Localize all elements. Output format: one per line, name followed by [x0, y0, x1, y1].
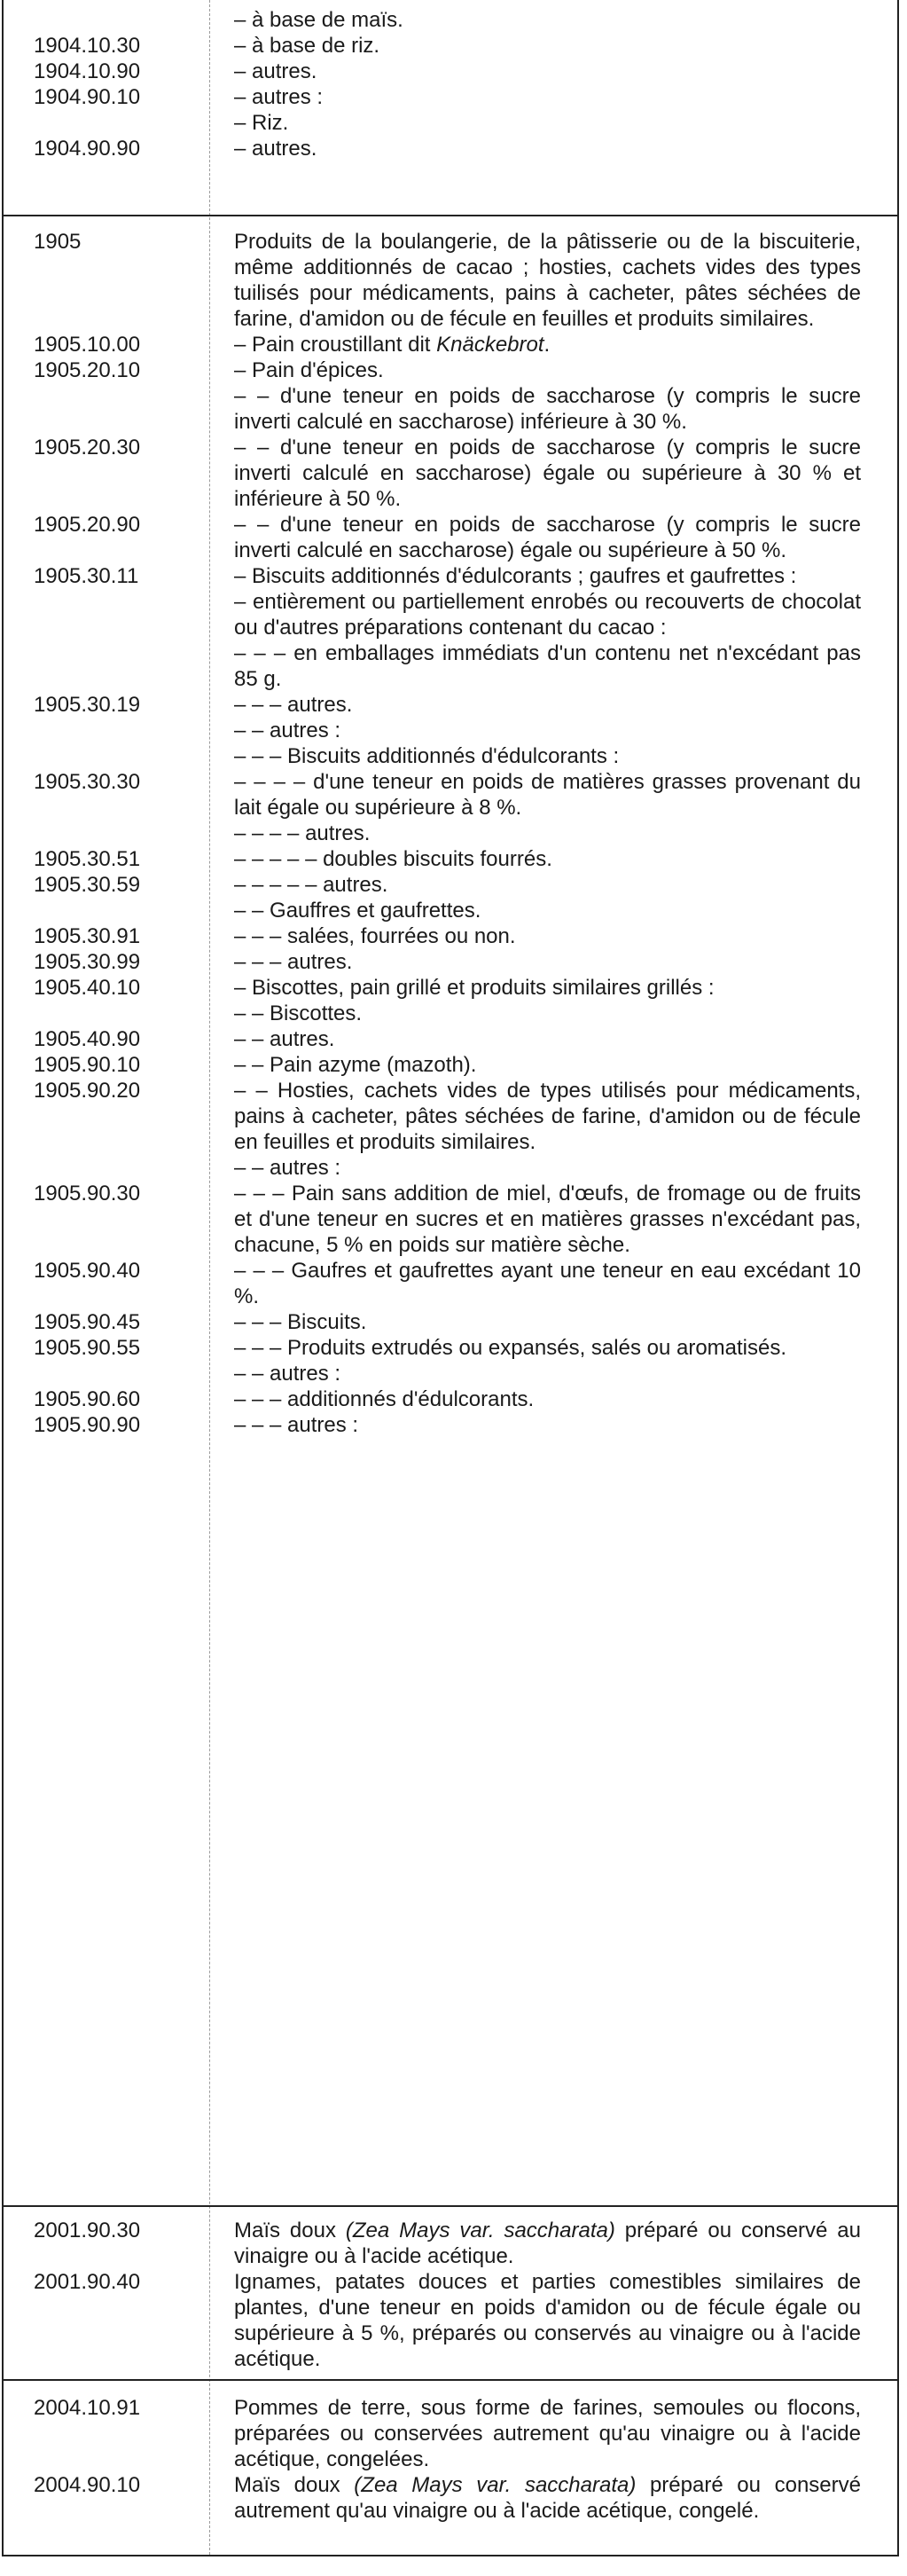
tariff-row — [0, 2395, 907, 2472]
section-divider — [2, 2205, 899, 2207]
tariff-code: 1905.90.40 — [34, 1259, 141, 1283]
tariff-row — [0, 692, 907, 718]
tariff-description: – – d'une teneur en poids de saccharose (y compris le sucre inverti calculé en saccharose) égale ou supérieure à 30 % et inférieure à 50 %. — [234, 436, 861, 511]
tariff-description: – – – – – autres. — [234, 873, 388, 897]
tariff-code: 1905.30.51 — [34, 847, 141, 871]
tariff-row — [0, 872, 907, 898]
tariff-row — [0, 59, 907, 84]
tariff-description: Produits de la boulangerie, de la pâtisserie ou de la biscuiterie, même additionnés de cacao ; hosties, cachets vides des types tuilisés pour médicaments, pains à cacheter, pâtes séchées de farine, d'amidon ou de fécule en feuilles et produits similaires. — [234, 230, 861, 331]
tariff-description: Maïs doux (Zea Mays var. saccharata) préparé ou conservé autrement qu'au vinaigre ou à l'acide acétique, congelé. — [234, 2473, 861, 2523]
tariff-code: 1905.90.45 — [34, 1310, 141, 1334]
tariff-description: – – Gauffres et gaufrettes. — [234, 899, 481, 923]
tariff-description: – – – Biscuits. — [234, 1310, 367, 1334]
tariff-code: 2004.10.91 — [34, 2396, 141, 2420]
tariff-code: 1905.90.30 — [34, 1182, 141, 1206]
tariff-row — [0, 1078, 907, 1155]
tariff-row — [0, 743, 907, 769]
tariff-code: 1905.10.00 — [34, 333, 141, 357]
bottom-border — [2, 2555, 899, 2556]
tariff-row — [0, 923, 907, 949]
tariff-description: – – – autres. — [234, 950, 353, 974]
section-divider — [2, 215, 899, 216]
tariff-code: 1905.20.30 — [34, 436, 141, 459]
tariff-description: – – autres. — [234, 1027, 335, 1051]
tariff-row — [0, 2472, 907, 2524]
tariff-row — [0, 84, 907, 110]
tariff-description: – – – Produits extrudés ou expansés, salés ou aromatisés. — [234, 1336, 787, 1360]
tariff-description: – – d'une teneur en poids de saccharose (y compris le sucre inverti calculé en saccharose) égale ou supérieure à 50 %. — [234, 513, 861, 562]
tariff-code: 2004.90.10 — [34, 2473, 141, 2497]
tariff-code: 1904.90.90 — [34, 137, 141, 161]
tariff-code: 2001.90.40 — [34, 2270, 141, 2294]
tariff-code: 1905.20.90 — [34, 513, 141, 537]
tariff-row — [0, 821, 907, 846]
tariff-row — [0, 2218, 907, 2269]
tariff-description: – – – – d'une teneur en poids de matières grasses provenant du lait égale ou supérieure à 8 %. — [234, 770, 861, 820]
tariff-code: 1905.90.60 — [34, 1387, 141, 1411]
tariff-description: Maïs doux (Zea Mays var. saccharata) préparé ou conservé au vinaigre ou à l'acide acétique. — [234, 2219, 862, 2268]
tariff-code: 1905.90.10 — [34, 1053, 141, 1077]
tariff-description: – – – – autres. — [234, 821, 371, 845]
tariff-row — [0, 1181, 907, 1258]
tariff-row — [0, 898, 907, 923]
tariff-description: – – – autres. — [234, 693, 353, 717]
tariff-code: 1905.40.90 — [34, 1027, 141, 1051]
section-divider — [2, 2379, 899, 2381]
tariff-code: 1904.10.90 — [34, 59, 141, 83]
tariff-row — [0, 769, 907, 821]
tariff-row — [0, 640, 907, 692]
tariff-row — [0, 563, 907, 589]
tariff-row — [0, 136, 907, 161]
tariff-code: 1905.90.90 — [34, 1413, 141, 1437]
tariff-row — [0, 357, 907, 383]
tariff-code: 1904.10.30 — [34, 34, 141, 58]
tariff-description: – Pain croustillant dit Knäckebrot. — [234, 333, 551, 357]
tariff-code: 1905.30.30 — [34, 770, 141, 794]
tariff-row — [0, 975, 907, 1001]
tariff-description: – – – Gaufres et gaufrettes ayant une teneur en eau excédant 10 %. — [234, 1259, 861, 1308]
tariff-description: – – – additionnés d'édulcorants. — [234, 1387, 535, 1411]
tariff-description: – Pain d'épices. — [234, 358, 384, 382]
tariff-description: – – – Pain sans addition de miel, d'œufs, de fromage ou de fruits et d'une teneur en sucres et en matières grasses n'excédant pas, chacune, 5 % en poids sur matière sèche. — [234, 1182, 861, 1257]
section-1904 — [0, 7, 907, 161]
tariff-description: – Biscottes, pain grillé et produits similaires grillés : — [234, 976, 715, 1000]
tariff-description: – Biscuits additionnés d'édulcorants ; gaufres et gaufrettes : — [234, 564, 797, 588]
tariff-description: – – autres : — [234, 1362, 341, 1386]
tariff-code: 1905.40.10 — [34, 976, 141, 1000]
tariff-row — [0, 1052, 907, 1078]
tariff-description: – autres : — [234, 85, 324, 109]
tariff-description: – autres. — [234, 137, 317, 161]
tariff-description: – – – Biscuits additionnés d'édulcorants : — [234, 744, 620, 768]
tariff-code: 1905.30.99 — [34, 950, 141, 974]
tariff-row — [0, 1309, 907, 1335]
tariff-row — [0, 1412, 907, 1438]
tariff-row — [0, 332, 907, 357]
tariff-description: – entièrement ou partiellement enrobés ou recouverts de chocolat ou d'autres préparations contenant du cacao : — [234, 590, 861, 640]
tariff-row — [0, 1258, 907, 1309]
tariff-code: 1905.90.55 — [34, 1336, 141, 1360]
tariff-row — [0, 589, 907, 640]
tariff-row — [0, 110, 907, 136]
tariff-description: – – – autres : — [234, 1413, 359, 1437]
tariff-description: – Riz. — [234, 111, 289, 135]
tariff-description: – – – salées, fourrées ou non. — [234, 924, 516, 948]
section-1905 — [0, 229, 907, 1438]
section-2004 — [0, 2395, 907, 2524]
tariff-row — [0, 1155, 907, 1181]
tariff-description: – à base de maïs. — [234, 8, 403, 32]
tariff-description: Ignames, patates douces et parties comestibles similaires de plantes, d'une teneur en poids d'amidon ou de fécule égale ou supérieure à 5 %, préparés ou conservés au vinaigre ou à l'acide acétique. — [234, 2270, 861, 2371]
tariff-description: – à base de riz. — [234, 34, 380, 58]
tariff-description: – – d'une teneur en poids de saccharose (y compris le sucre inverti calculé en saccharose) inférieure à 30 %. — [234, 384, 861, 434]
tariff-row — [0, 1386, 907, 1412]
tariff-row — [0, 435, 907, 512]
tariff-description: – – – en emballages immédiats d'un contenu net n'excédant pas 85 g. — [234, 641, 861, 691]
tariff-row — [0, 1001, 907, 1026]
tariff-row — [0, 718, 907, 743]
tariff-code: 2001.90.30 — [34, 2219, 141, 2242]
tariff-code: 1905 — [34, 230, 82, 254]
tariff-row — [0, 229, 907, 332]
tariff-row — [0, 7, 907, 33]
tariff-description: – – autres : — [234, 1156, 341, 1180]
tariff-description: – – Hosties, cachets vides de types utilisés pour médicaments, pains à cacheter, pâtes séchées de farine, d'amidon ou de fécule en feuilles et produits similaires. — [234, 1079, 861, 1154]
tariff-code: 1905.30.19 — [34, 693, 141, 717]
tariff-row — [0, 2269, 907, 2372]
tariff-description: – autres. — [234, 59, 317, 83]
tariff-row — [0, 1026, 907, 1052]
tariff-description: Pommes de terre, sous forme de farines, semoules ou flocons, préparées ou conservées autrement qu'au vinaigre ou à l'acide acétique, congelées. — [234, 2396, 861, 2471]
tariff-row — [0, 949, 907, 975]
tariff-code: 1904.90.10 — [34, 85, 141, 109]
section-2001 — [0, 2218, 907, 2372]
tariff-description: – – Biscottes. — [234, 1001, 363, 1025]
tariff-row — [0, 33, 907, 59]
tariff-code: 1905.30.91 — [34, 924, 141, 948]
tariff-description: – – – – – doubles biscuits fourrés. — [234, 847, 552, 871]
tariff-code: 1905.30.59 — [34, 873, 141, 897]
tariff-description: – – Pain azyme (mazoth). — [234, 1053, 477, 1077]
tariff-row — [0, 1335, 907, 1361]
tariff-code: 1905.30.11 — [34, 564, 139, 588]
tariff-row — [0, 512, 907, 563]
tariff-row — [0, 846, 907, 872]
tariff-description: – – autres : — [234, 719, 341, 742]
tariff-code: 1905.20.10 — [34, 358, 141, 382]
tariff-row — [0, 383, 907, 435]
tariff-row — [0, 1361, 907, 1386]
tariff-code: 1905.90.20 — [34, 1079, 141, 1103]
